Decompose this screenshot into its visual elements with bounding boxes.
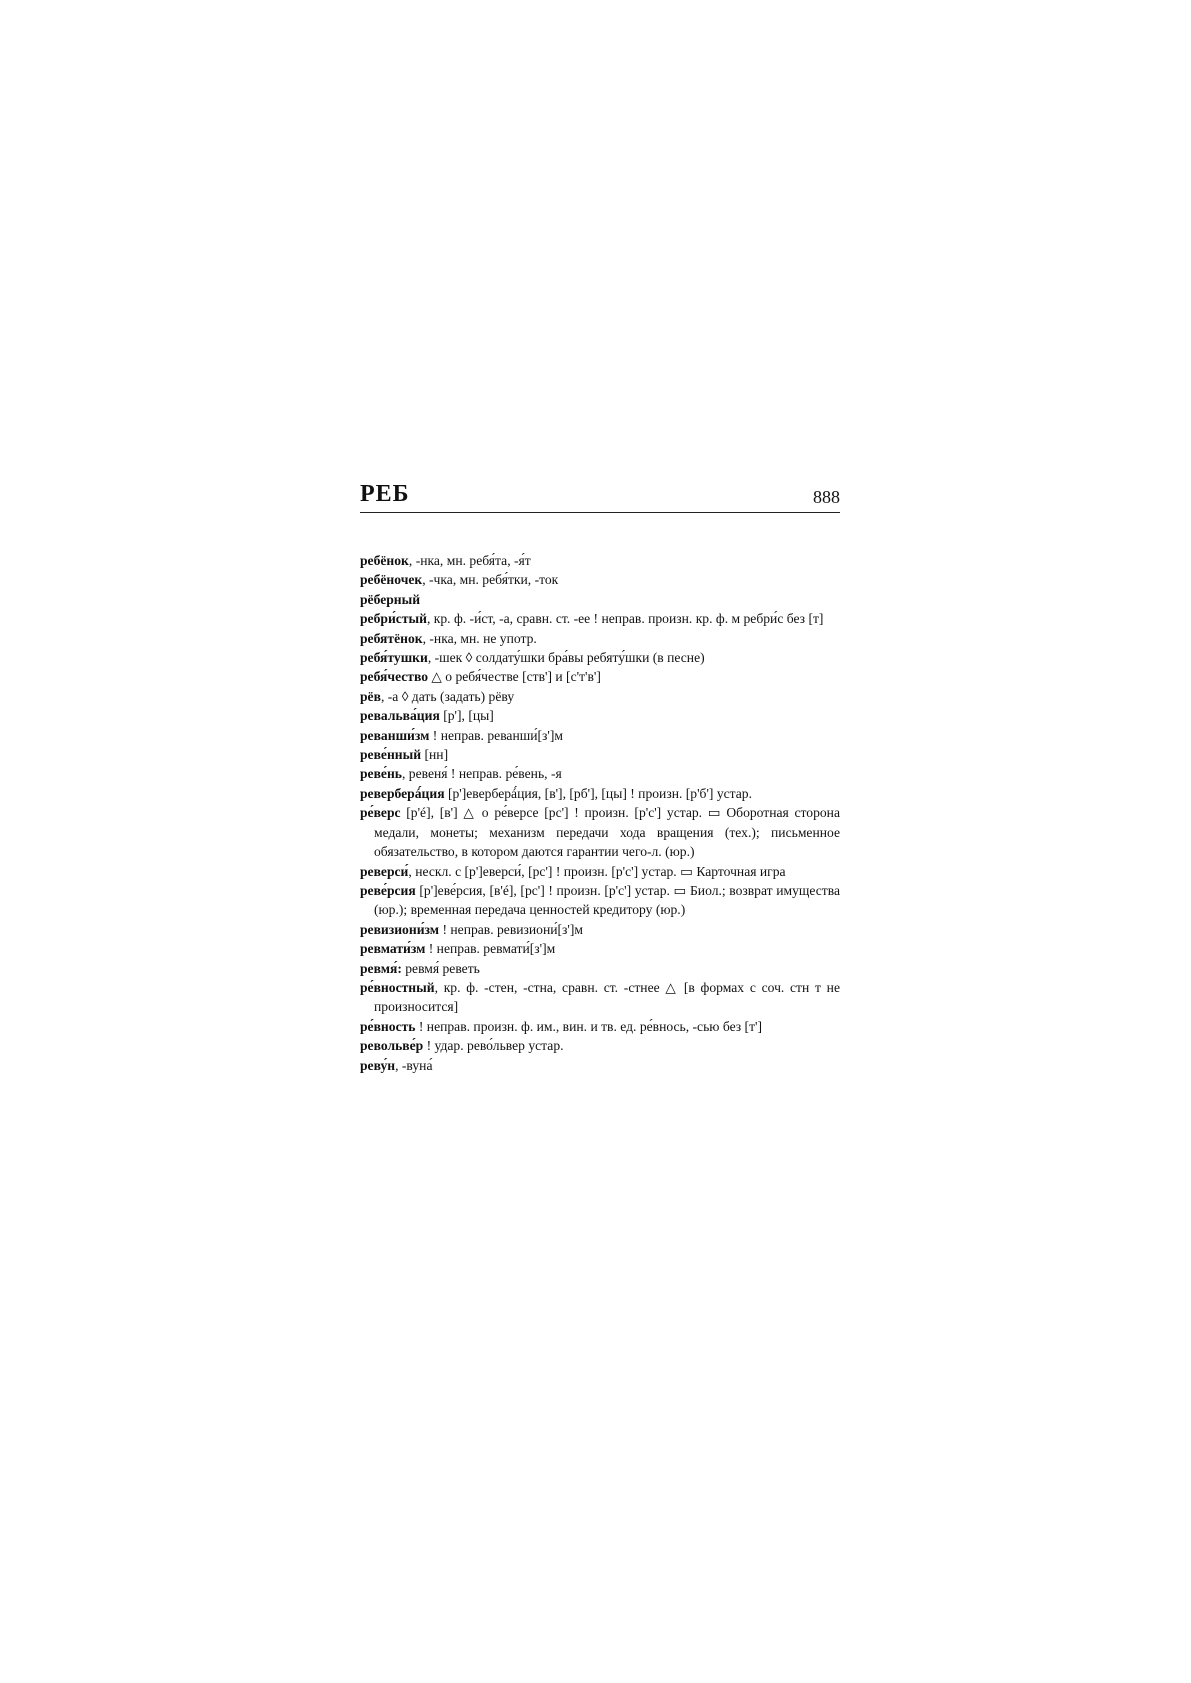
dictionary-entry (360, 764, 840, 783)
dictionary-entry (360, 570, 840, 589)
entry-text: [р'], [цы] (439, 708, 494, 724)
entry-headword: ревальва́ция (360, 708, 440, 724)
running-head: РЕБ (360, 481, 410, 507)
entry-headword: ревмя́: (360, 960, 402, 976)
dictionary-entry (360, 609, 840, 628)
entry-headword: реву́н (360, 1057, 396, 1073)
entry-headword: рёберный (360, 591, 421, 607)
entry-headword: ребятёнок (360, 630, 423, 646)
entry-text: , -чка, мн. ребя́тки, -ток (422, 572, 559, 588)
dictionary-entry (360, 1036, 840, 1055)
dictionary-entry (360, 784, 840, 803)
dictionary-entry (360, 881, 840, 920)
dictionary-entry (360, 745, 840, 764)
dictionary-entry (360, 687, 840, 706)
entry-text: , -а ◊ дать (задать) рёву (380, 688, 515, 704)
dictionary-entry (360, 551, 840, 570)
dictionary-entry (360, 648, 840, 667)
entry-headword: реве́рсия (360, 882, 416, 898)
entry-text: ! неправ. ревмати́[з']м (425, 941, 556, 957)
entry-text: △ о ребя́честве [ств'] и [с'т'в'] (428, 669, 601, 685)
entry-text: , -нка, мн. ребя́та, -я́т (408, 553, 531, 568)
entry-text: ! удар. рево́львер устар. (423, 1038, 564, 1054)
dictionary-entry (360, 920, 840, 939)
entry-headword: ребри́стый (360, 611, 427, 627)
entry-headword: ревизиони́зм (360, 921, 440, 937)
entry-text: [нн] (421, 747, 449, 763)
entry-headword: револьве́р (360, 1038, 424, 1054)
entry-headword: ребя́тушки (360, 650, 428, 666)
entry-headword: ре́верс (360, 805, 401, 821)
entry-text: , нескл. с [р']еверси́, [рс'] ! произн. [р'с'] устар. ▭ Карточная игра (408, 863, 786, 879)
entry-headword: реве́нь (360, 766, 402, 782)
entry-headword: ре́вность (360, 1018, 416, 1034)
entry-text: ! неправ. произн. ф. им., вин. и тв. ед. ре́внось, -сью без [т'] (415, 1018, 762, 1034)
dictionary-column (360, 480, 840, 1075)
dictionary-entry (360, 706, 840, 725)
entry-headword: ребёночек (360, 572, 423, 588)
entry-headword: реверберá́ция (360, 785, 445, 801)
entry-text: , кр. ф. -и́ст, -а, сравн. ст. -ее ! неправ. произн. кр. ф. м ребри́с без [т] (426, 611, 824, 627)
dictionary-entry (360, 1017, 840, 1036)
dictionary-entry (360, 1056, 840, 1075)
entry-headword: рёв (360, 688, 381, 704)
entry-headword: ребя́чество (360, 669, 429, 685)
entry-headword: ревмати́зм (360, 941, 426, 957)
entry-text: [р']еве́рсия, [в'é], [рс'] ! произн. [р'с'] устар. ▭ Биол.; возврат имущества (юр.); временная передача ценностей кредитору (юр.) (374, 882, 840, 918)
dictionary-entry (360, 590, 840, 609)
entry-text: [р']еверберá́ция, [в'], [рб'], [цы] ! произн. [р'б'] устар. (444, 785, 752, 801)
entry-text: [р'é], [в'] △ о ре́версе [рс'] ! произн. [р'с'] устар. ▭ Оборотная сторона медали, монеты; механизм передачи хода вращения (тех.); письменное обязательство, в котором даются гарантии чего-л. (юр.) (374, 805, 840, 860)
dictionary-entry (360, 939, 840, 958)
entry-headword: реве́нный (360, 747, 422, 763)
dictionary-entry (360, 803, 840, 861)
entry-text: ревмя́ реветь (401, 960, 480, 976)
dictionary-entry (360, 862, 840, 881)
dictionary-entry (360, 978, 840, 1017)
entry-headword: реверси́ (360, 863, 409, 879)
entry-headword: реванши́зм (360, 727, 430, 743)
page-header (360, 480, 840, 513)
dictionary-entry (360, 726, 840, 745)
dictionary-entry (360, 667, 840, 686)
entry-headword: ребёнок (360, 553, 409, 568)
entry-list (360, 551, 840, 1075)
page-number: 888 (813, 487, 840, 507)
entry-text: , -нка, мн. не употр. (422, 630, 537, 646)
entry-text: , -шек ◊ солдату́шки бра́вы ребяту́шки (в песне) (427, 650, 705, 666)
entry-text: , ревеня́ ! неправ. ре́вень, -я (402, 766, 562, 782)
entry-text: , кр. ф. -стен, -стна, сравн. ст. -стнее △ [в формах с соч. стн т не произносится] (374, 979, 840, 1015)
entry-headword: ре́вностный (360, 979, 435, 995)
dictionary-entry (360, 959, 840, 978)
dictionary-entry (360, 629, 840, 648)
entry-text: ! неправ. реванши́[з']м (429, 727, 563, 743)
entry-text: , -вуна́ (395, 1057, 433, 1073)
entry-text: ! неправ. ревизиони́[з']м (439, 921, 584, 937)
